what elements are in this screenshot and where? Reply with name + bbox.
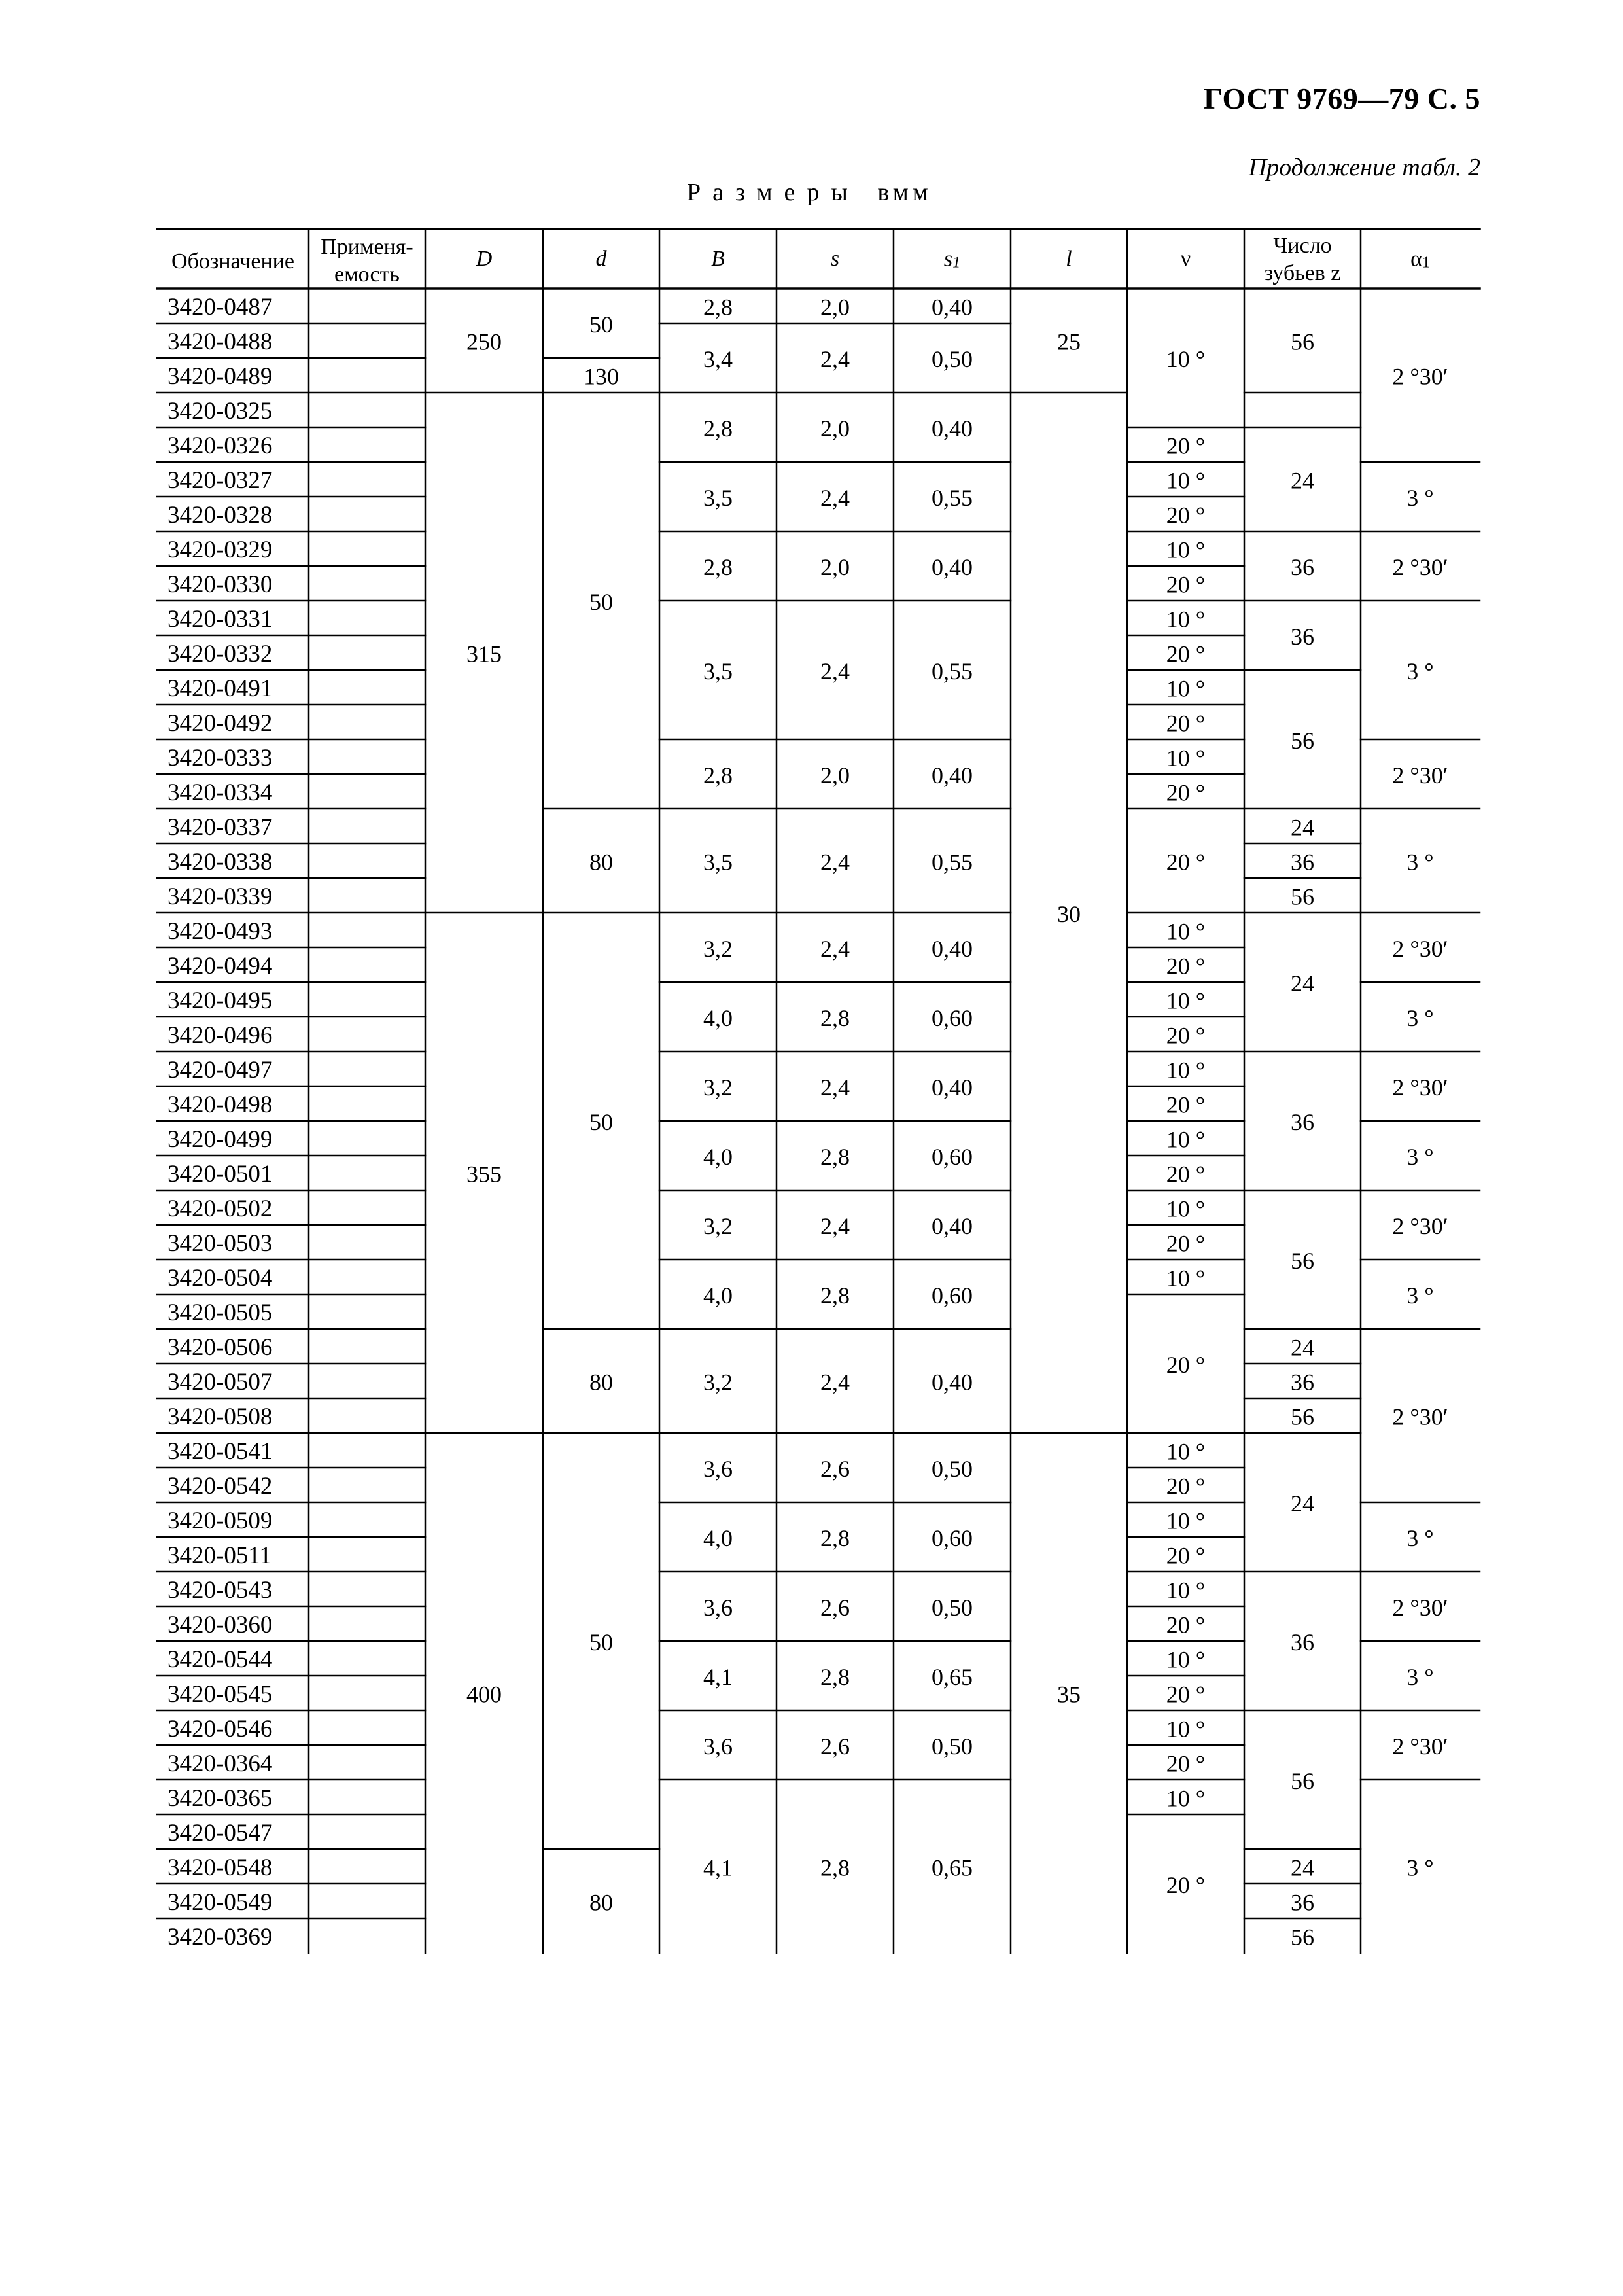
v-cell: 10 ° <box>1166 537 1206 563</box>
row-designation: 3420-0504 <box>167 1265 273 1292</box>
row-designation: 3420-0505 <box>167 1299 273 1326</box>
row-designation: 3420-0329 <box>167 537 273 563</box>
s1-cell: 0,40 <box>932 762 973 788</box>
z-cell: 36 <box>1291 1369 1314 1396</box>
D-cell: 250 <box>466 328 502 355</box>
s1-cell: 0,40 <box>932 1369 973 1396</box>
sizes-caption-label: Размеры <box>687 179 860 206</box>
row-designation: 3420-0544 <box>167 1646 273 1673</box>
v-cell: 20 ° <box>1166 641 1206 667</box>
row-designation: 3420-0337 <box>167 814 273 841</box>
v-cell: 10 ° <box>1166 1716 1206 1742</box>
header-s1: s1 <box>943 247 961 272</box>
s1-cell: 0,40 <box>932 936 973 962</box>
row-designation: 3420-0545 <box>167 1681 273 1708</box>
d-cell: 80 <box>589 1889 613 1916</box>
z-cell: 24 <box>1291 970 1314 997</box>
s1-cell: 0,55 <box>932 849 973 875</box>
B-cell: 4,1 <box>703 1664 733 1690</box>
B-cell: 2,8 <box>703 294 733 321</box>
B-cell: 3,5 <box>703 849 733 875</box>
table-grid <box>157 229 1480 1953</box>
s1-cell: 0,40 <box>932 415 973 442</box>
header-D: D <box>476 247 493 271</box>
alpha1-cell: 3 ° <box>1406 1144 1434 1170</box>
alpha1-cell: 3 ° <box>1406 1854 1434 1881</box>
l-cell: 35 <box>1057 1681 1081 1708</box>
row-designation: 3420-0508 <box>167 1404 273 1430</box>
z-cell: 56 <box>1291 883 1314 910</box>
s-cell: 2,8 <box>820 1854 850 1881</box>
s-cell: 2,6 <box>820 1456 850 1482</box>
s1-cell: 0,55 <box>932 658 973 684</box>
row-designation: 3420-0511 <box>167 1542 271 1569</box>
s-cell: 2,4 <box>820 346 850 372</box>
row-designation: 3420-0369 <box>167 1924 273 1951</box>
v-cell: 20 ° <box>1166 1022 1206 1049</box>
row-designation: 3420-0497 <box>167 1057 273 1084</box>
alpha1-cell: 2 °30′ <box>1392 554 1448 580</box>
B-cell: 4,1 <box>703 1854 733 1881</box>
row-designation: 3420-0330 <box>167 571 273 598</box>
v-cell: 10 ° <box>1166 1577 1206 1604</box>
s-cell: 2,4 <box>820 658 850 684</box>
B-cell: 3,2 <box>703 1213 733 1239</box>
v-cell: 10 ° <box>1166 675 1206 702</box>
alpha1-cell: 2 °30′ <box>1392 1074 1448 1101</box>
v-cell: 20 ° <box>1166 779 1206 806</box>
alpha1-cell: 3 ° <box>1406 658 1434 684</box>
alpha1-cell: 3 ° <box>1406 1664 1434 1690</box>
B-cell: 4,0 <box>703 1525 733 1551</box>
z-cell: 56 <box>1291 1248 1314 1274</box>
s1-cell: 0,65 <box>932 1854 973 1881</box>
v-cell: 20 ° <box>1166 1230 1206 1257</box>
z-cell: 24 <box>1291 1334 1314 1361</box>
B-cell: 3,4 <box>703 346 733 372</box>
v-cell: 20 ° <box>1166 710 1206 737</box>
s-cell: 2,8 <box>820 1664 850 1690</box>
v-cell: 20 ° <box>1166 1091 1206 1118</box>
alpha1-cell: 2 °30′ <box>1392 1404 1448 1430</box>
v-cell: 10 ° <box>1166 1438 1206 1465</box>
d-cell: 50 <box>589 1109 613 1135</box>
alpha1-cell: 2 °30′ <box>1392 1595 1448 1621</box>
row-designation: 3420-0546 <box>167 1716 273 1742</box>
s1-cell: 0,50 <box>932 1456 973 1482</box>
v-cell: 10 ° <box>1166 918 1206 945</box>
B-cell: 4,0 <box>703 1282 733 1309</box>
d-cell: 50 <box>589 1629 613 1655</box>
v-cell: 20 ° <box>1166 1872 1206 1898</box>
row-designation: 3420-0542 <box>167 1473 273 1500</box>
row-designation: 3420-0507 <box>167 1369 273 1396</box>
header-designation: Обозначение <box>171 249 294 274</box>
v-cell: 20 ° <box>1166 502 1206 529</box>
B-cell: 2,8 <box>703 762 733 788</box>
B-cell: 3,5 <box>703 485 733 511</box>
z-cell: 56 <box>1291 1924 1314 1951</box>
row-designation: 3420-0332 <box>167 641 273 667</box>
row-designation: 3420-0498 <box>167 1091 273 1118</box>
row-designation: 3420-0495 <box>167 987 273 1014</box>
s-cell: 2,0 <box>820 762 850 788</box>
s-cell: 2,8 <box>820 1005 850 1031</box>
header-alpha1: α1 <box>1410 247 1430 272</box>
row-designation: 3420-0364 <box>167 1750 273 1777</box>
v-cell: 20 ° <box>1166 953 1206 980</box>
s1-cell: 0,60 <box>932 1525 973 1551</box>
z-cell: 56 <box>1291 1404 1314 1430</box>
s-cell: 2,4 <box>820 1074 850 1101</box>
s-cell: 2,6 <box>820 1733 850 1759</box>
z-cell: 24 <box>1291 1491 1314 1517</box>
header-applicability-2: емость <box>334 262 400 287</box>
s1-cell: 0,65 <box>932 1664 973 1690</box>
v-cell: 20 ° <box>1166 849 1206 875</box>
B-cell: 3,6 <box>703 1456 733 1482</box>
v-cell: 10 ° <box>1166 1646 1206 1673</box>
B-cell: 4,0 <box>703 1144 733 1170</box>
s1-cell: 0,50 <box>932 346 973 372</box>
s-cell: 2,0 <box>820 415 850 442</box>
row-designation: 3420-0334 <box>167 779 273 806</box>
z-cell: 56 <box>1291 728 1314 754</box>
v-cell: 10 ° <box>1166 606 1206 633</box>
z-cell: 36 <box>1291 849 1314 875</box>
D-cell: 400 <box>466 1681 502 1708</box>
B-cell: 4,0 <box>703 1005 733 1031</box>
s1-cell: 0,50 <box>932 1733 973 1759</box>
row-designation: 3420-0509 <box>167 1508 273 1534</box>
row-designation: 3420-0491 <box>167 675 273 702</box>
s1-cell: 0,50 <box>932 1595 973 1621</box>
alpha1-cell: 2 °30′ <box>1392 936 1448 962</box>
s-cell: 2,8 <box>820 1144 850 1170</box>
B-cell: 3,2 <box>703 1369 733 1396</box>
alpha1-cell: 2 °30′ <box>1392 1213 1448 1239</box>
z-cell: 24 <box>1291 814 1314 841</box>
d-cell: 80 <box>589 1369 613 1396</box>
alpha1-cell: 2 °30′ <box>1392 363 1448 390</box>
D-cell: 315 <box>466 641 502 667</box>
v-cell: 10 ° <box>1166 1057 1206 1084</box>
header-z-1: Число <box>1273 234 1332 258</box>
header-l: l <box>1066 247 1072 271</box>
z-cell: 56 <box>1291 1768 1314 1794</box>
s-cell: 2,4 <box>820 1369 850 1396</box>
row-designation: 3420-0492 <box>167 710 273 737</box>
page-header: ГОСТ 9769—79 С. 5 <box>1203 82 1480 115</box>
row-designation: 3420-0502 <box>167 1195 273 1222</box>
s1-cell: 0,40 <box>932 1213 973 1239</box>
row-designation: 3420-0326 <box>167 433 273 459</box>
d-cell: 50 <box>589 589 613 615</box>
D-cell: 355 <box>466 1161 502 1188</box>
row-designation: 3420-0541 <box>167 1438 273 1465</box>
alpha1-cell: 3 ° <box>1406 1525 1434 1551</box>
v-cell: 10 ° <box>1166 1126 1206 1153</box>
table-text <box>167 234 1448 1951</box>
z-cell: 36 <box>1291 1109 1314 1135</box>
row-designation: 3420-0549 <box>167 1889 273 1916</box>
v-cell: 20 ° <box>1166 571 1206 598</box>
v-cell: 20 ° <box>1166 433 1206 459</box>
B-cell: 3,2 <box>703 936 733 962</box>
s-cell: 2,8 <box>820 1282 850 1309</box>
alpha1-cell: 3 ° <box>1406 485 1434 511</box>
z-cell: 24 <box>1291 467 1314 494</box>
z-cell: 24 <box>1291 1854 1314 1881</box>
row-designation: 3420-0501 <box>167 1161 273 1188</box>
B-cell: 3,2 <box>703 1074 733 1101</box>
alpha1-cell: 3 ° <box>1406 849 1434 875</box>
alpha1-cell: 3 ° <box>1406 1005 1434 1031</box>
alpha1-cell: 2 °30′ <box>1392 1733 1448 1759</box>
s1-cell: 0,40 <box>932 294 973 321</box>
z-cell: 36 <box>1291 1889 1314 1916</box>
row-designation: 3420-0339 <box>167 883 273 910</box>
v-cell: 10 ° <box>1166 1195 1206 1222</box>
row-designation: 3420-0548 <box>167 1854 273 1881</box>
header-v: ν <box>1180 247 1191 271</box>
v-cell: 20 ° <box>1166 1473 1206 1500</box>
s-cell: 2,0 <box>820 554 850 580</box>
s-cell: 2,4 <box>820 936 850 962</box>
v-cell: 20 ° <box>1166 1352 1206 1378</box>
l-cell: 30 <box>1057 901 1081 927</box>
s-cell: 2,0 <box>820 294 850 321</box>
row-designation: 3420-0488 <box>167 328 273 355</box>
d-cell: 130 <box>584 363 619 390</box>
l-cell: 25 <box>1057 328 1081 355</box>
header-z-2: зубьев z <box>1264 261 1341 285</box>
row-designation: 3420-0543 <box>167 1577 273 1604</box>
row-designation: 3420-0503 <box>167 1230 273 1257</box>
s-cell: 2,6 <box>820 1595 850 1621</box>
row-designation: 3420-0331 <box>167 606 273 633</box>
table-continuation-note: Продолжение табл. 2 <box>1248 154 1480 181</box>
v-cell: 10 ° <box>1166 1785 1206 1812</box>
d-cell: 50 <box>589 311 613 338</box>
B-cell: 3,5 <box>703 658 733 684</box>
row-designation: 3420-0547 <box>167 1820 273 1846</box>
header-applicability-1: Применя- <box>321 235 413 259</box>
s1-cell: 0,60 <box>932 1005 973 1031</box>
row-designation: 3420-0325 <box>167 398 273 425</box>
header-B: B <box>711 247 725 271</box>
alpha1-cell: 3 ° <box>1406 1282 1434 1309</box>
row-designation: 3420-0328 <box>167 502 273 529</box>
row-designation: 3420-0487 <box>167 294 273 321</box>
s-cell: 2,4 <box>820 1213 850 1239</box>
s1-cell: 0,55 <box>932 485 973 511</box>
z-cell: 56 <box>1291 328 1314 355</box>
v-cell: 20 ° <box>1166 1612 1206 1638</box>
alpha1-cell: 2 °30′ <box>1392 762 1448 788</box>
B-cell: 2,8 <box>703 415 733 442</box>
v-cell: 20 ° <box>1166 1161 1206 1188</box>
row-designation: 3420-0496 <box>167 1022 273 1049</box>
v-cell: 10 ° <box>1166 745 1206 771</box>
row-designation: 3420-0493 <box>167 918 273 945</box>
s1-cell: 0,40 <box>932 554 973 580</box>
row-designation: 3420-0506 <box>167 1334 273 1361</box>
sizes-caption-unit: вмм <box>877 179 932 206</box>
z-cell: 36 <box>1291 624 1314 650</box>
row-designation: 3420-0360 <box>167 1612 273 1638</box>
z-cell: 36 <box>1291 1629 1314 1655</box>
z-cell: 36 <box>1291 554 1314 580</box>
v-cell: 20 ° <box>1166 1750 1206 1777</box>
B-cell: 3,6 <box>703 1595 733 1621</box>
header-s: s <box>830 247 840 271</box>
v-cell: 10 ° <box>1166 987 1206 1014</box>
s1-cell: 0,60 <box>932 1282 973 1309</box>
row-designation: 3420-0489 <box>167 363 273 390</box>
row-designation: 3420-0499 <box>167 1126 273 1153</box>
d-cell: 80 <box>589 849 613 875</box>
v-cell: 20 ° <box>1166 1681 1206 1708</box>
v-cell: 10 ° <box>1166 346 1206 372</box>
v-cell: 10 ° <box>1166 467 1206 494</box>
s-cell: 2,4 <box>820 485 850 511</box>
v-cell: 10 ° <box>1166 1265 1206 1292</box>
B-cell: 3,6 <box>703 1733 733 1759</box>
row-designation: 3420-0333 <box>167 745 273 771</box>
s-cell: 2,4 <box>820 849 850 875</box>
v-cell: 20 ° <box>1166 1542 1206 1569</box>
B-cell: 2,8 <box>703 554 733 580</box>
header-d: d <box>595 247 607 271</box>
v-cell: 10 ° <box>1166 1508 1206 1534</box>
s1-cell: 0,60 <box>932 1144 973 1170</box>
s-cell: 2,8 <box>820 1525 850 1551</box>
row-designation: 3420-0365 <box>167 1785 273 1812</box>
row-designation: 3420-0494 <box>167 953 273 980</box>
row-designation: 3420-0338 <box>167 849 273 875</box>
s1-cell: 0,40 <box>932 1074 973 1101</box>
row-designation: 3420-0327 <box>167 467 273 494</box>
